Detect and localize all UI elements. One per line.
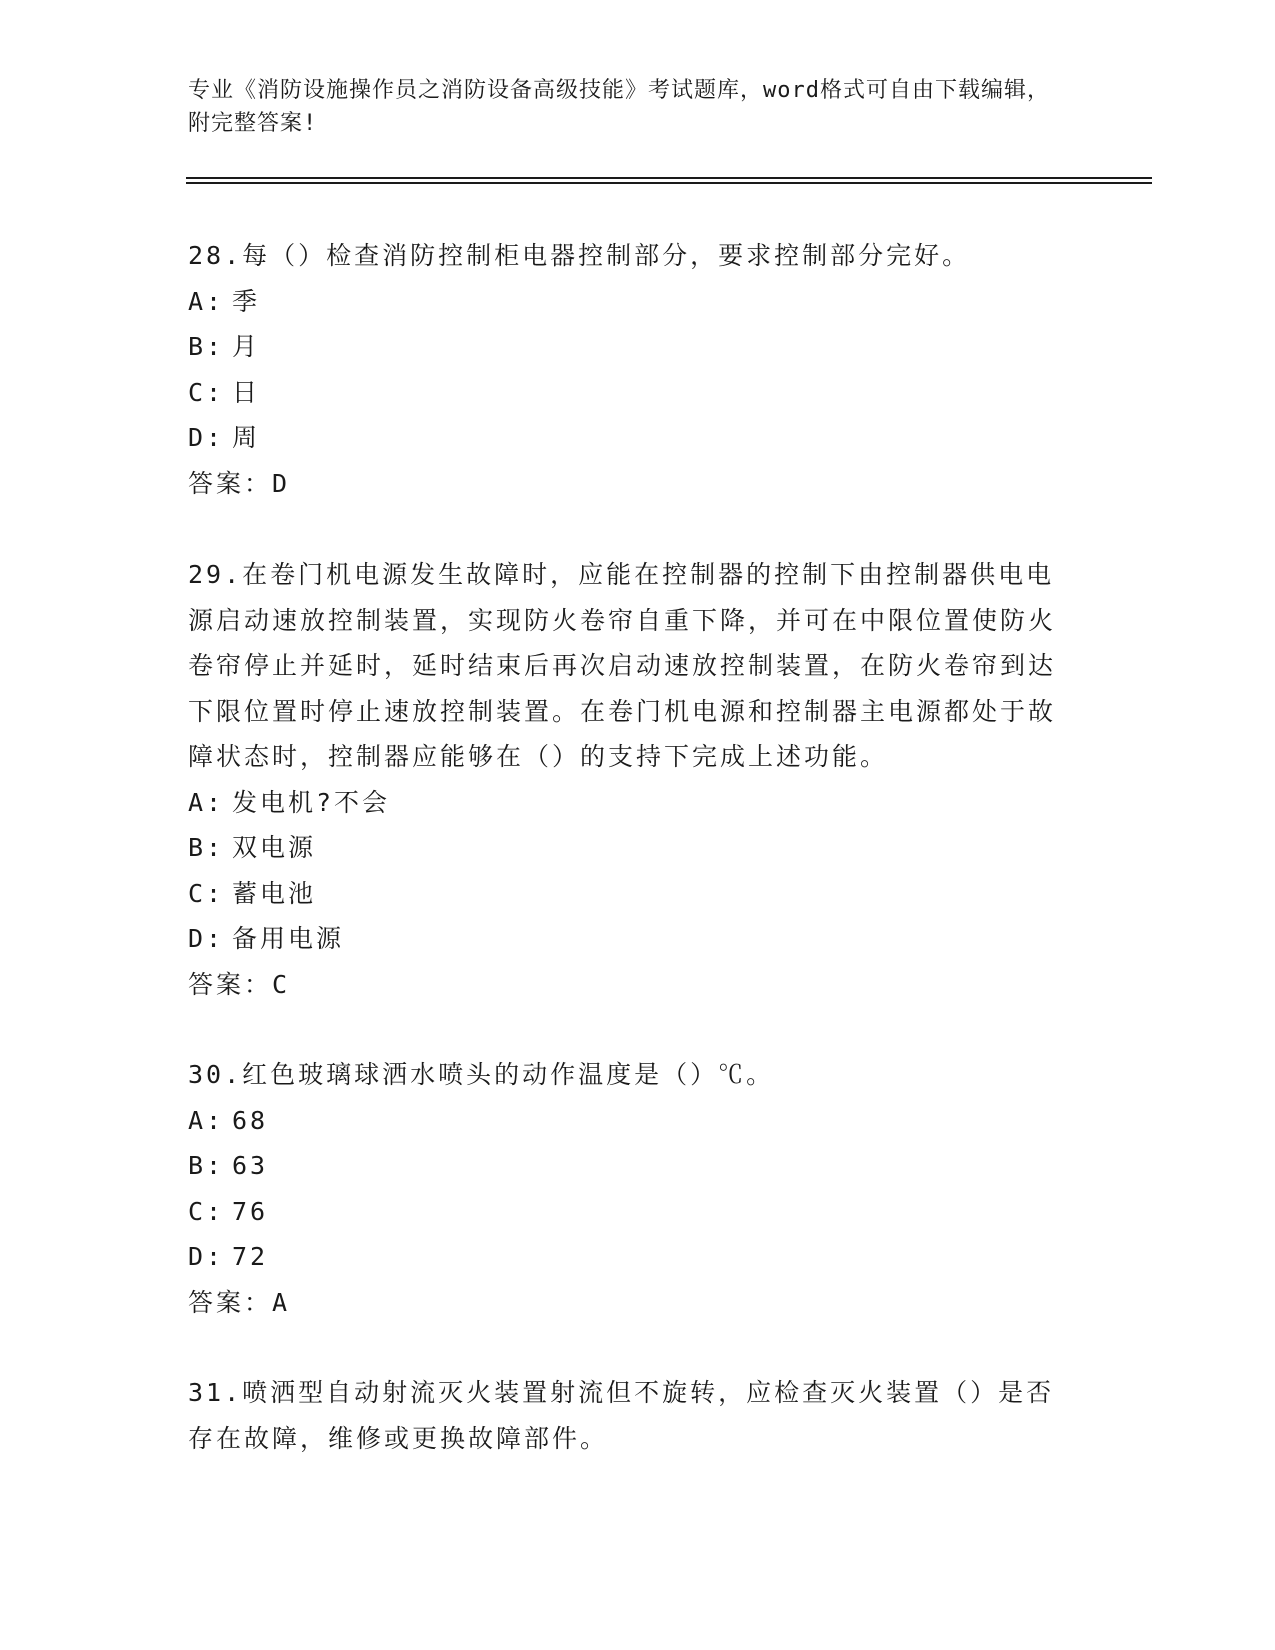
header-divider-bottom <box>186 182 1152 184</box>
option-text: 76 <box>232 1196 269 1226</box>
option-d <box>188 1234 1088 1280</box>
answer-line: 答案：A <box>188 1287 291 1317</box>
option-b <box>188 825 1068 871</box>
option-letter: B: <box>188 1151 225 1180</box>
option-letter: A: <box>188 1105 225 1135</box>
option-text: 发电机?不会 <box>232 787 391 817</box>
option-letter: C: <box>188 377 225 407</box>
option-letter: C: <box>188 878 225 908</box>
option-c <box>188 370 1088 416</box>
question-stem: 30.红色玻璃球洒水喷头的动作温度是（）℃。 <box>188 1060 775 1089</box>
option-text: 备用电源 <box>232 924 345 953</box>
option-a <box>188 780 1068 826</box>
option-text: 双电源 <box>232 833 317 862</box>
option-c <box>188 871 1068 917</box>
option-text: 蓄电池 <box>232 878 317 908</box>
option-letter: D: <box>188 1242 225 1271</box>
option-letter: D: <box>188 423 225 452</box>
option-a <box>188 1098 1088 1144</box>
question-30 <box>188 1052 1088 1325</box>
option-text: 68 <box>232 1105 269 1135</box>
document-intro: 专业《消防设施操作员之消防设备高级技能》考试题库，word格式可自由下载编辑，附完整答案! <box>188 78 1050 136</box>
option-c <box>188 1189 1088 1235</box>
question-28 <box>188 233 1088 506</box>
option-letter: B: <box>188 833 225 862</box>
option-b <box>188 324 1088 370</box>
option-b <box>188 1143 1088 1189</box>
option-text: 周 <box>232 423 261 452</box>
option-text: 日 <box>232 377 261 407</box>
header-divider-top <box>186 177 1152 179</box>
answer-line: 答案：C <box>188 969 291 999</box>
option-text: 63 <box>232 1151 269 1180</box>
option-text: 72 <box>232 1242 269 1271</box>
option-letter: A: <box>188 286 225 316</box>
option-letter: B: <box>188 332 225 361</box>
option-text: 季 <box>232 286 261 316</box>
option-d <box>188 415 1088 461</box>
option-letter: A: <box>188 787 225 817</box>
option-d <box>188 916 1068 962</box>
answer-line: 答案：D <box>188 468 291 498</box>
question-stem: 29.在卷门机电源发生故障时，应能在控制器的控制下由控制器供电电源启动速放控制装置，实现防火卷帘自重下降，并可在中限位置使防火卷帘停止并延时，延时结束后再次启动速放控制装置，在防火卷帘到达下限位置时停止速放控制装置。在卷门机电源和控制器主电源都处于故障状态时，控制器应能够在（）的支持下完成上述功能。 <box>188 560 1057 771</box>
question-stem: 31.喷洒型自动射流灭火装置射流但不旋转，应检查灭火装置（）是否存在故障，维修或更换故障部件。 <box>188 1378 1055 1453</box>
option-letter: D: <box>188 924 225 953</box>
option-letter: C: <box>188 1196 225 1226</box>
option-a <box>188 279 1088 325</box>
question-31 <box>188 1370 1068 1461</box>
question-stem: 28.每（）检查消防控制柜电器控制部分，要求控制部分完好。 <box>188 241 971 270</box>
option-text: 月 <box>232 332 261 361</box>
question-29 <box>188 552 1068 1007</box>
